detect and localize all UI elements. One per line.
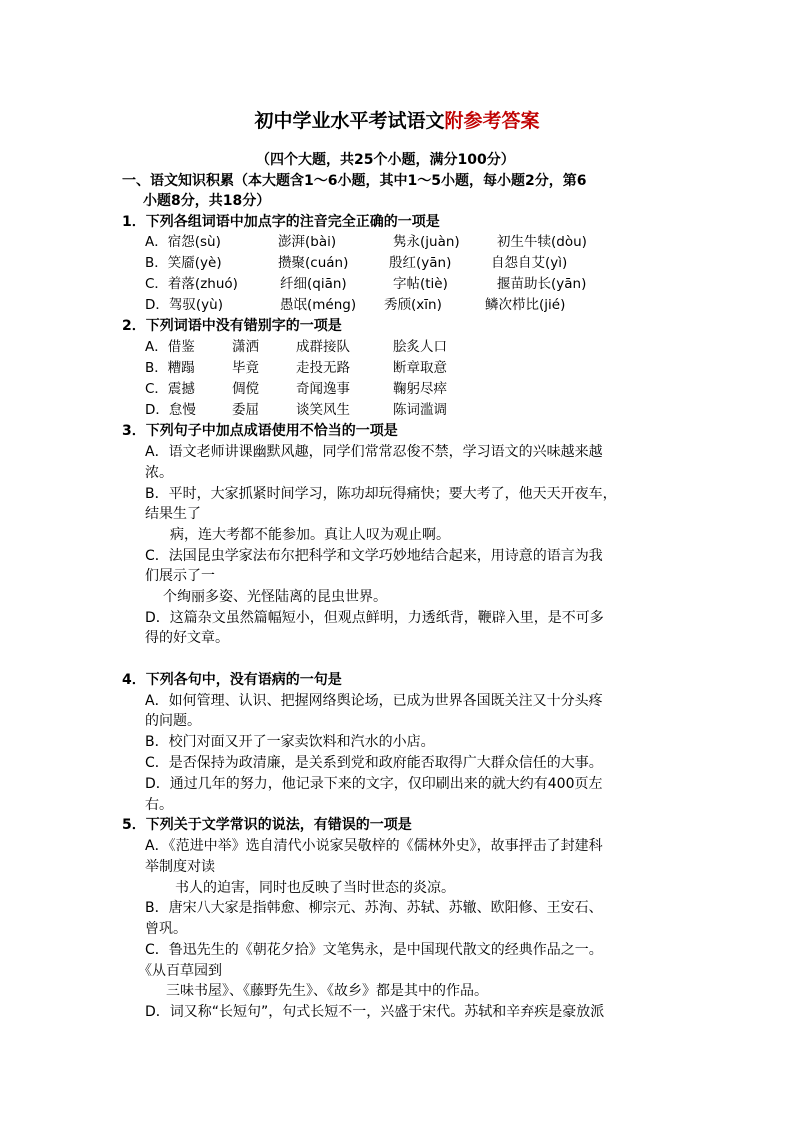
option-text: 谈笑风生 (296, 402, 350, 418)
option-text: 成群接队 (296, 339, 350, 355)
q3-option-b-cont: 结果生了 (145, 506, 201, 522)
option-text: 倜傥 (232, 381, 259, 397)
q5-option-d: D．词又称“长短句”，句式长短不一，兴盛于宋代。苏轼和辛弃疾是豪放派 (145, 1004, 605, 1020)
q4-option-d: D．通过几年的努力，他记录下来的文字，仅印刷出来的就大约有400页左 (145, 776, 603, 792)
option-text: C．着落(zhuó) (145, 276, 238, 292)
q5-option-c-cont2: 三味书屋》、《藤野先生》、《故乡》都是其中的作品。 (166, 983, 488, 999)
title-suffix: 附参考答案 (444, 110, 540, 132)
option-text: 殷红(yān) (389, 255, 452, 271)
q5-option-b: B．唐宋八大家是指韩愈、柳宗元、苏洵、苏轼、苏辙、欧阳修、王安石、 (145, 900, 603, 916)
option-text: 初生牛犊(dòu) (497, 234, 587, 250)
option-text: 澎湃(bài) (278, 234, 337, 250)
option-text: 奇闻逸事 (296, 381, 350, 397)
option-text: 揠苗助长(yān) (497, 276, 587, 292)
option-text: 潇洒 (232, 339, 259, 355)
q3-option-b-cont2: 病，连大考都不能参加。真让人叹为观止啊。 (170, 527, 450, 543)
option-text: 纤细(qiān) (280, 276, 347, 292)
option-text: 鞠躬尽瘁 (393, 381, 447, 397)
q3-option-d: D．这篇杂文虽然篇幅短小，但观点鲜明，力透纸背，鞭辟入里，是不可多 (145, 610, 604, 626)
option-text: 攒聚(cuán) (278, 255, 349, 271)
q3-option-b: B．平时，大家抓紧时间学习，陈功却玩得痛快；要大考了，他天天开夜车， (145, 486, 617, 502)
option-text: 隽永(juàn) (393, 234, 460, 250)
q3-option-c-cont2: 个绚丽多姿、光怪陆离的昆虫世界。 (163, 589, 387, 605)
q3-option-d-cont: 得的好文章。 (145, 630, 229, 646)
option-text: 自怨自艾(yì) (491, 255, 568, 271)
q4-option-d-cont: 右。 (145, 797, 173, 813)
q4-stem: 4．下列各句中，没有语病的一句是 (122, 672, 342, 688)
option-text: 字帖(tiè) (393, 276, 448, 292)
q5-stem: 5．下列关于文学常识的说法，有错误的一项是 (122, 817, 412, 833)
page-title (0, 106, 794, 132)
section1-heading: 一、语文知识积累（本大题含1～6小题，其中1～5小题，每小题2分，第6 (122, 173, 587, 189)
option-text: 委屈 (232, 402, 259, 418)
option-text: B．笑靥(yè) (145, 255, 222, 271)
option-text: 毕竟 (232, 360, 259, 376)
section1-heading-cont: 小题8分，共18分） (143, 193, 271, 209)
q3-option-a: A．语文老师讲课幽默风趣，同学们常常忍俊不禁，学习语文的兴味越来越 (145, 444, 603, 460)
q3-option-c-cont: 们展示了一 (145, 568, 215, 584)
option-text: 鳞次栉比(jié) (485, 297, 566, 313)
q3-option-c: C．法国昆虫学家法布尔把科学和文学巧妙地结合起来，用诗意的语言为我 (145, 548, 603, 564)
q3-option-a-cont: 浓。 (145, 465, 173, 481)
q5-option-a: A．《范进中举》选自清代小说家吴敬梓的《儒林外史》，故事抨击了封建科 (145, 838, 603, 854)
q4-option-b: B．校门对面又开了一家卖饮料和汽水的小店。 (145, 734, 435, 750)
option-text: A．借鉴 (145, 339, 195, 355)
option-text: 陈词滥调 (393, 402, 447, 418)
option-text: 断章取意 (393, 360, 447, 376)
q5-option-a-cont2: 书人的迫害，同时也反映了当时世态的炎凉。 (175, 880, 455, 896)
subtitle: （四个大题，共25个小题，满分100分） (256, 152, 515, 168)
option-text: C．震撼 (145, 381, 195, 397)
option-text: 走投无路 (296, 360, 350, 376)
q5-option-b-cont: 曾巩。 (145, 921, 187, 937)
title-main: 初中学业水平考试语文 (254, 110, 445, 132)
option-text: 愚氓(méng) (280, 297, 357, 313)
q5-option-a-cont: 举制度对读 (145, 859, 215, 875)
q4-option-a-cont: 的问题。 (145, 713, 201, 729)
option-text: 脍炙人口 (393, 339, 447, 355)
q4-option-c: C．是否保持为政清廉，是关系到党和政府能否取得广大群众信任的大事。 (145, 755, 603, 771)
q5-option-c: C．鲁迅先生的《朝花夕拾》文笔隽永，是中国现代散文的经典作品之一。 (145, 942, 603, 958)
q1-stem: 1．下列各组词语中加点字的注音完全正确的一项是 (122, 214, 440, 230)
option-text: B．糟蹋 (145, 360, 195, 376)
option-text: A．宿怨(sù) (145, 234, 221, 250)
option-text: D．驾驭(yù) (145, 297, 223, 313)
option-text: D．怠慢 (145, 402, 196, 418)
q2-stem: 2．下列词语中没有错别字的一项是 (122, 318, 342, 334)
q5-option-c-cont: 《从百草园到 (138, 963, 222, 979)
option-text: 秀颀(xīn) (384, 297, 442, 313)
q3-stem: 3．下列句子中加点成语使用不恰当的一项是 (122, 423, 398, 439)
q4-option-a: A．如何管理、认识、把握网络舆论场，已成为世界各国既关注又十分头疼 (145, 693, 603, 709)
